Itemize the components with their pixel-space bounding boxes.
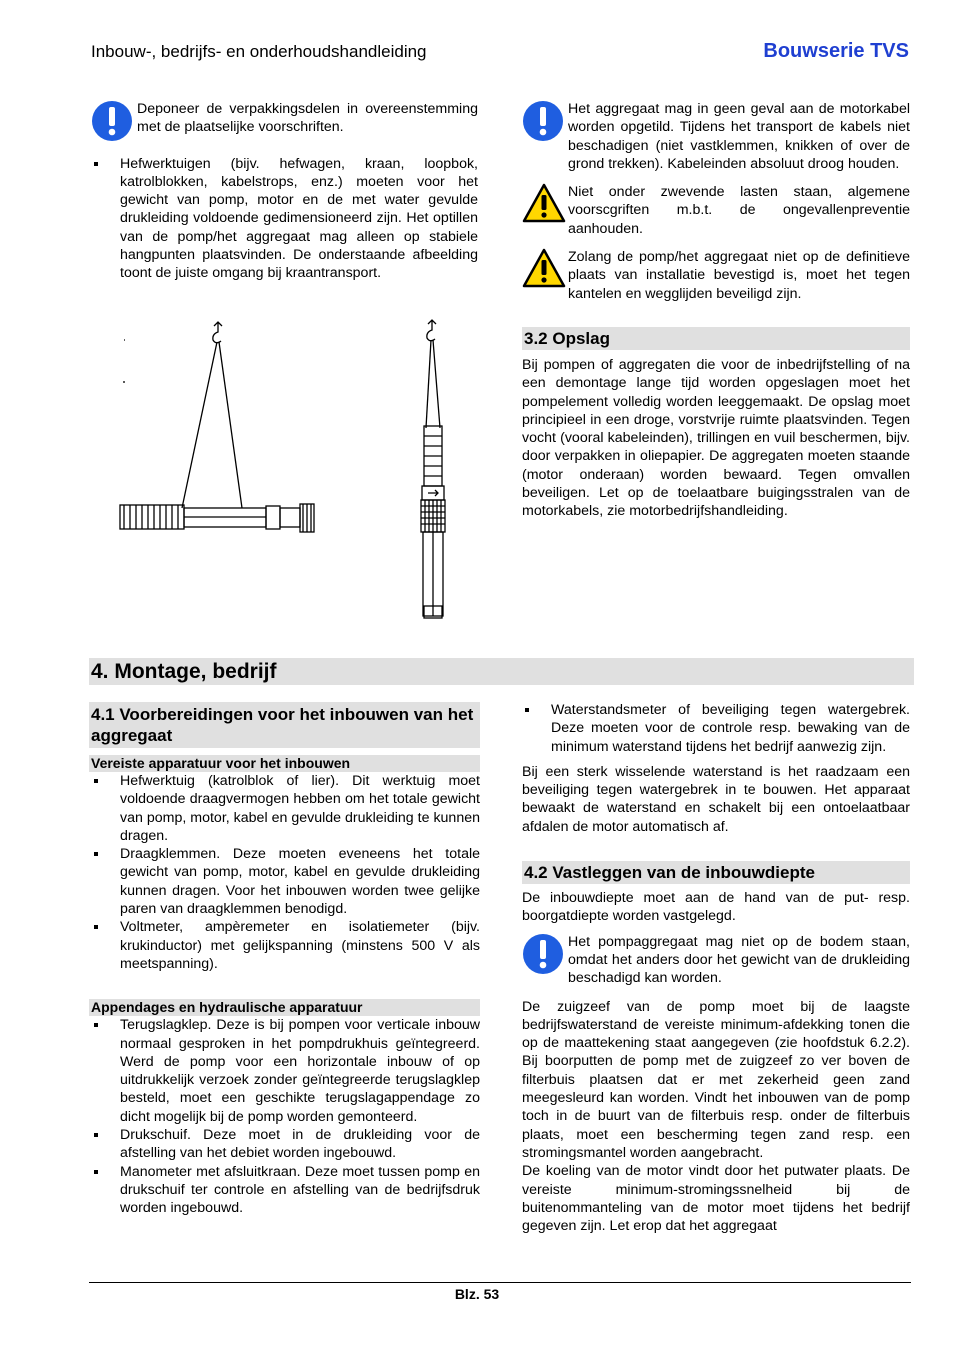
page-number: Blz. 53 xyxy=(454,1286,500,1302)
list-item: Hefwerktuig (katrolblok of lier). Dit werktuig moet voldoende draagvermogen hebben om het totale gewicht van pomp, motor, kabel en gevulde drukleiding te kunnen dragen. xyxy=(91,772,480,845)
right-bottom-column xyxy=(522,701,910,1235)
info-note xyxy=(91,100,478,137)
warning-text: Zolang de pomp/het aggregaat niet op de definitieve plaats van installatie bevestigd is, moet het tegen kantelen en wegglijden beveiligd zijn. xyxy=(568,249,910,302)
right-top-column xyxy=(522,100,910,521)
section-heading-4-1: 4.1 Voorbereidingen voor het inbouwen van het aggregaat xyxy=(89,702,480,748)
list-item: Terugslagklep. Deze is bij pompen voor verticale inbouw normaal gesproken in het pompdrukhuis geïntegreerd. Werd de pomp voor een horizontale inbouw of op uitdrukkelijk verzoek zonder geïntegreerde terugslagklep besteld, moet een geschikte terugslagappendage zo dicht mogelijk bij de pomp worden gemonteerd. xyxy=(91,1016,480,1126)
appendages-list xyxy=(89,1016,480,1217)
warning-note xyxy=(522,248,910,303)
info-note xyxy=(522,100,910,173)
list-item: Drukschuif. Deze moet in de drukleiding voor de afstelling van het debiet worden ingebouwd. xyxy=(91,1126,480,1163)
crane-transport-illustration xyxy=(110,318,460,623)
opslag-paragraph: Bij pompen of aggregaten die voor de inbedrijfstelling of na een demontage lange tijd worden opgeslagen moet het pompelement volledig worden leeggemaakt. De opslag moet principieel in een droge, vorstvrije ruimte plaatsvinden. Tegen vocht (vooral kabeleinden), trillingen en vuil beschermen, bijv. door verpakken in oliepapier. De aggregaten moeten staande (motor onderaan) worden bewaard. Tegen omvallen beveiligen. Let op de toelaatbare buigingsstralen van de motorkabels, zie motorbedrijfshandleiding. xyxy=(522,356,910,520)
paragraph: Bij een sterk wisselende waterstand is het raadzaam een beveiliging tegen watergebrek in te bouwen. Het apparaat bewaakt de waterstand en schakelt bij een ontoelaatbaar afdalen de motor automatisch af. xyxy=(522,763,910,835)
equipment-list xyxy=(89,772,480,973)
warning-text: Niet onder zwevende lasten staan, algemene voorscgriften m.b.t. de ongevallenpreventie aanhouden. xyxy=(568,184,910,237)
note-text: Het pompaggregaat mag niet op de bodem staan, omdat het anders door het gewicht van de drukleiding beschadigd kan worden. xyxy=(568,933,910,987)
warning-triangle-icon xyxy=(522,183,566,223)
note-text: Het aggregaat mag in geen geval aan de motorkabel worden opgetild. Tijdens het transport de kabels niet beschadigen (niet vastklemmen, knikken of over de grond trekken). Kabeleinden absoluut droog houden. xyxy=(568,101,910,172)
info-exclamation-icon xyxy=(91,100,133,142)
info-note xyxy=(522,933,910,988)
list-item: Manometer met afsluitkraan. Deze moet tussen pomp en drukschuif ter controle en afstelling van de bedrijfsdruk worden ingebouwd. xyxy=(91,1163,480,1218)
warning-triangle-icon xyxy=(522,248,566,288)
section-heading-opslag: 3.2 Opslag xyxy=(522,327,910,350)
paragraph: De inbouwdiepte moet aan de hand van de put- resp. boorgatdiepte worden vastgelegd. xyxy=(522,890,910,925)
bullet-list xyxy=(522,701,910,756)
paragraph: De zuigzeef van de pomp moet bij de laagste bedrijfswaterstand de vereiste minimum-afdekking tonen die op de maattekening staat aangegeven (zie hoofdstuk 6.2.2). Bij boorputten de pomp met de zuigzeef zo ver boven de filterbuis plaatsen dat er met zekerheid geen zand meegesleurd kan worden. Vindt het inbouwen van de pomp toch in de buurt van de filterbuis resp. onder de filterbuis plaats, moet een bescherming tegen zand resp. een stromingsmantel worden aangebracht. xyxy=(522,998,910,1161)
note-text: Deponeer de verpakkingsdelen in overeenstemming met de plaatselijke voorschriften. xyxy=(137,101,478,136)
footer-divider xyxy=(89,1282,911,1283)
warning-note xyxy=(522,183,910,238)
left-bottom-column xyxy=(89,702,480,1218)
chapter-heading: 4. Montage, bedrijf xyxy=(89,658,914,685)
section-heading-4-2: 4.2 Vastleggen van de inbouwdiepte xyxy=(522,861,910,884)
list-item: Waterstandsmeter of beveiliging tegen watergebrek. Deze moeten voor de controle resp. bewaking van de minimum waterstand tijdens het bedrijf aanwezig zijn. xyxy=(522,701,910,756)
left-top-column xyxy=(91,100,478,283)
list-item: Hefwerktuigen (bijv. hefwagen, kraan, loopbok, katrolblokken, kabelstrops, enz.) moeten voor het gewicht van pomp, motor en de met water gevulde drukleiding voldoende gedimensioneerd zijn. Het optillen van de pomp/het aggregaat mag alleen op stabiele hangpunten plaatsvinden. De onderstaande afbeelding toont de juiste omgang bij kraantransport. xyxy=(91,155,478,283)
list-item: Draagklemmen. Deze moeten eveneens het totale gewicht van pomp, motor, kabel en gevulde drukleiding kunnen dragen. Voor het inbouwen worden twee gelijke paren van draagklemmen benodigd. xyxy=(91,845,480,918)
series-title: Bouwserie TVS xyxy=(763,40,909,62)
info-exclamation-icon xyxy=(522,933,564,975)
info-exclamation-icon xyxy=(522,100,564,142)
subheading-equipment: Vereiste apparatuur voor het inbouwen xyxy=(89,755,480,772)
list-item: Voltmeter, ampèremeter en isolatiemeter (bijv. krukinductor) met gelijkspanning (minstens 500 V als meetspanning). xyxy=(91,918,480,973)
subheading-appendages: Appendages en hydraulische apparatuur xyxy=(89,999,480,1016)
bullet-list xyxy=(91,155,478,283)
paragraph: De koeling van de motor vindt door het putwater plaats. De vereiste minimum-stromingssnelheid bij de buitenommanteling van de motor moet tijdens het bedrijf gegeven zijn. Let erop dat het aggregaat xyxy=(522,1163,910,1235)
document-title: Inbouw-, bedrijfs- en onderhoudshandleiding xyxy=(91,42,427,61)
